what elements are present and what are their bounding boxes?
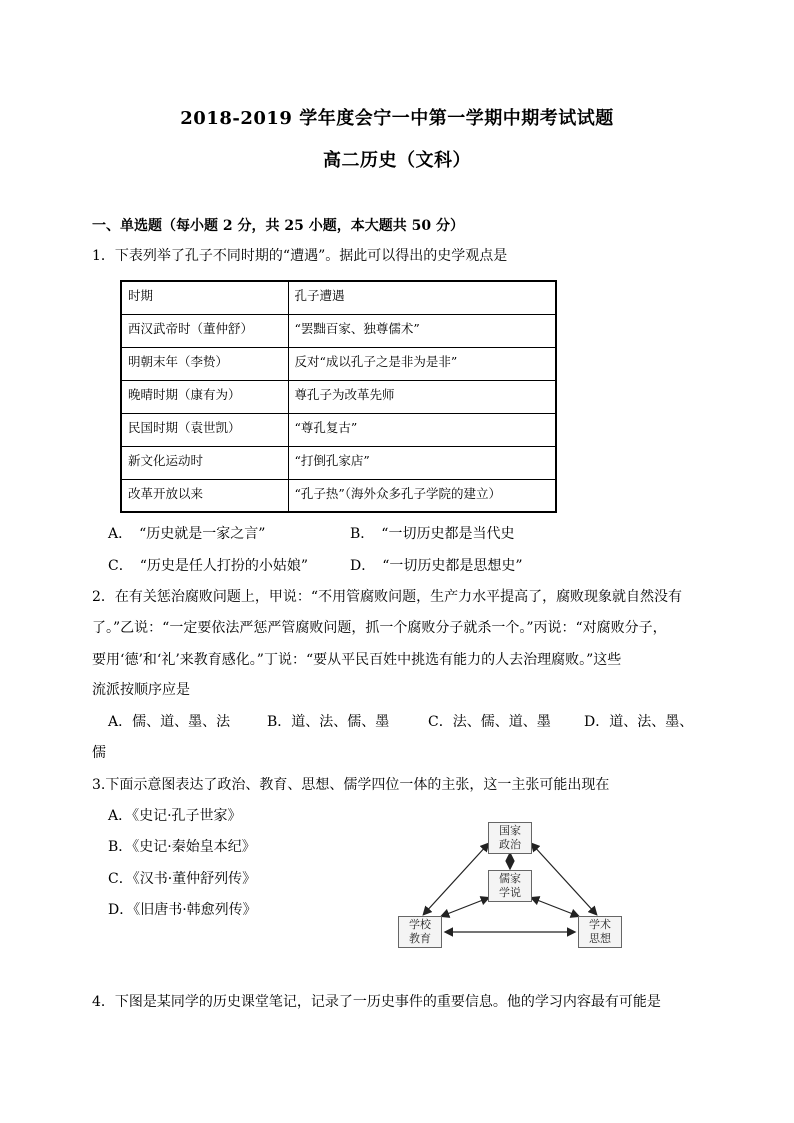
node-text: 学术 [589, 918, 611, 931]
table-cell: 明朝末年（李贽） [121, 347, 288, 380]
table-row [121, 380, 556, 413]
node-text: 学校 [409, 918, 431, 931]
table-cell: 反对“成以孔子之是非为是非” [288, 347, 556, 380]
q1-table [120, 280, 557, 513]
table-row [121, 479, 556, 512]
section-heading: 一、单选题（每小题 2 分，共 25 小题，本大题共 50 分） [92, 218, 464, 234]
q3-option-a: A．《史记·孔子世家》 [108, 808, 242, 824]
q1-option-c: C． “历史是任人打扮的小姑娘” [108, 558, 309, 574]
q3-stem: 3.下面示意图表达了政治、教育、思想、儒学四位一体的主张，这一主张可能出现在 [92, 777, 610, 793]
q2-option-d: D．道、法、墨、 [584, 714, 694, 730]
exam-title: 2018-2019 学年度会宁一中第一学期中期考试试题 [180, 108, 614, 129]
node-text: 国家 [499, 824, 521, 837]
node-text: 学说 [499, 886, 521, 899]
table-cell: 西汉武帝时（董仲舒） [121, 314, 288, 347]
exam-subtitle: 高二历史（文科） [323, 150, 471, 171]
table-cell: “罢黜百家、独尊儒术” [288, 314, 556, 347]
table-cell: 晚晴时期（康有为） [121, 380, 288, 413]
table-cell: “打倒孔家店” [288, 446, 556, 479]
q1-option-a: A． “历史就是一家之言” [108, 526, 266, 542]
table-row [121, 347, 556, 380]
table-header-row [121, 281, 556, 314]
table-cell: 尊孔子为改革先师 [288, 380, 556, 413]
q2-option-a: A．儒、道、墨、法 [108, 714, 231, 730]
q1-option-b: B． “一切历史都是当代史 [350, 526, 515, 542]
table-cell: 新文化运动时 [121, 446, 288, 479]
table-row [121, 314, 556, 347]
diagram-node-education [398, 916, 442, 948]
table-cell: 民国时期（袁世凯） [121, 413, 288, 446]
table-header-cell: 孔子遭遇 [288, 281, 556, 314]
table-cell: 改革开放以来 [121, 479, 288, 512]
q2-option-b: B．道、法、儒、墨 [267, 714, 390, 730]
table-cell: “孔子热”（海外众多孔子学院的建立） [288, 479, 556, 512]
node-text: 儒家 [499, 872, 521, 885]
table-header-cell: 时期 [121, 281, 288, 314]
q1-stem: 1．下表列举了孔子不同时期的“遭遇”。据此可以得出的史学观点是 [92, 248, 508, 264]
table-row [121, 446, 556, 479]
arrow-confucian-education [442, 898, 488, 916]
q2-stem-line2: 了。”乙说：“一定要依法严惩严管腐败问题，抓一个腐败分子就杀一个。”丙说：“对腐败分子， [92, 620, 667, 636]
q3-option-b: B．《史记·秦始皇本纪》 [108, 839, 256, 855]
node-text: 思想 [589, 932, 611, 945]
q3-option-d: D．《旧唐书·韩愈列传》 [108, 902, 257, 918]
node-text: 政治 [499, 838, 521, 851]
diagram-node-confucian [488, 870, 532, 902]
q2-option-c: C．法、儒、道、墨 [428, 714, 551, 730]
q2-stem-line1: 2．在有关惩治腐败问题上，甲说：“不用管腐败问题，生产力水平提高了，腐败现象就自然没有 [92, 589, 683, 605]
q3-diagram [390, 818, 630, 954]
arrow-politics-thought [532, 844, 596, 914]
arrow-confucian-thought [532, 898, 578, 916]
table-cell: “尊孔复古” [288, 413, 556, 446]
q2-stem-line3: 要用‘德’和‘礼’来教育感化。”丁说：“要从平民百姓中挑选有能力的人去治理腐败。”这些 [92, 652, 622, 668]
diagram-node-thought [578, 916, 622, 948]
q2-stem-line4: 流派按顺序应是 [92, 682, 190, 698]
table-row [121, 413, 556, 446]
arrow-politics-education [424, 844, 488, 914]
q4-stem: 4．下图是某同学的历史课堂笔记，记录了一历史事件的重要信息。他的学习内容最有可能是 [92, 994, 661, 1010]
node-text: 教育 [409, 932, 431, 945]
diagram-node-politics [488, 822, 532, 854]
q3-option-c: C．《汉书·董仲舒列传》 [108, 871, 257, 887]
q2-option-d-continued: 儒 [92, 745, 106, 761]
q1-option-d: D． “一切历史都是思想史” [350, 558, 523, 574]
